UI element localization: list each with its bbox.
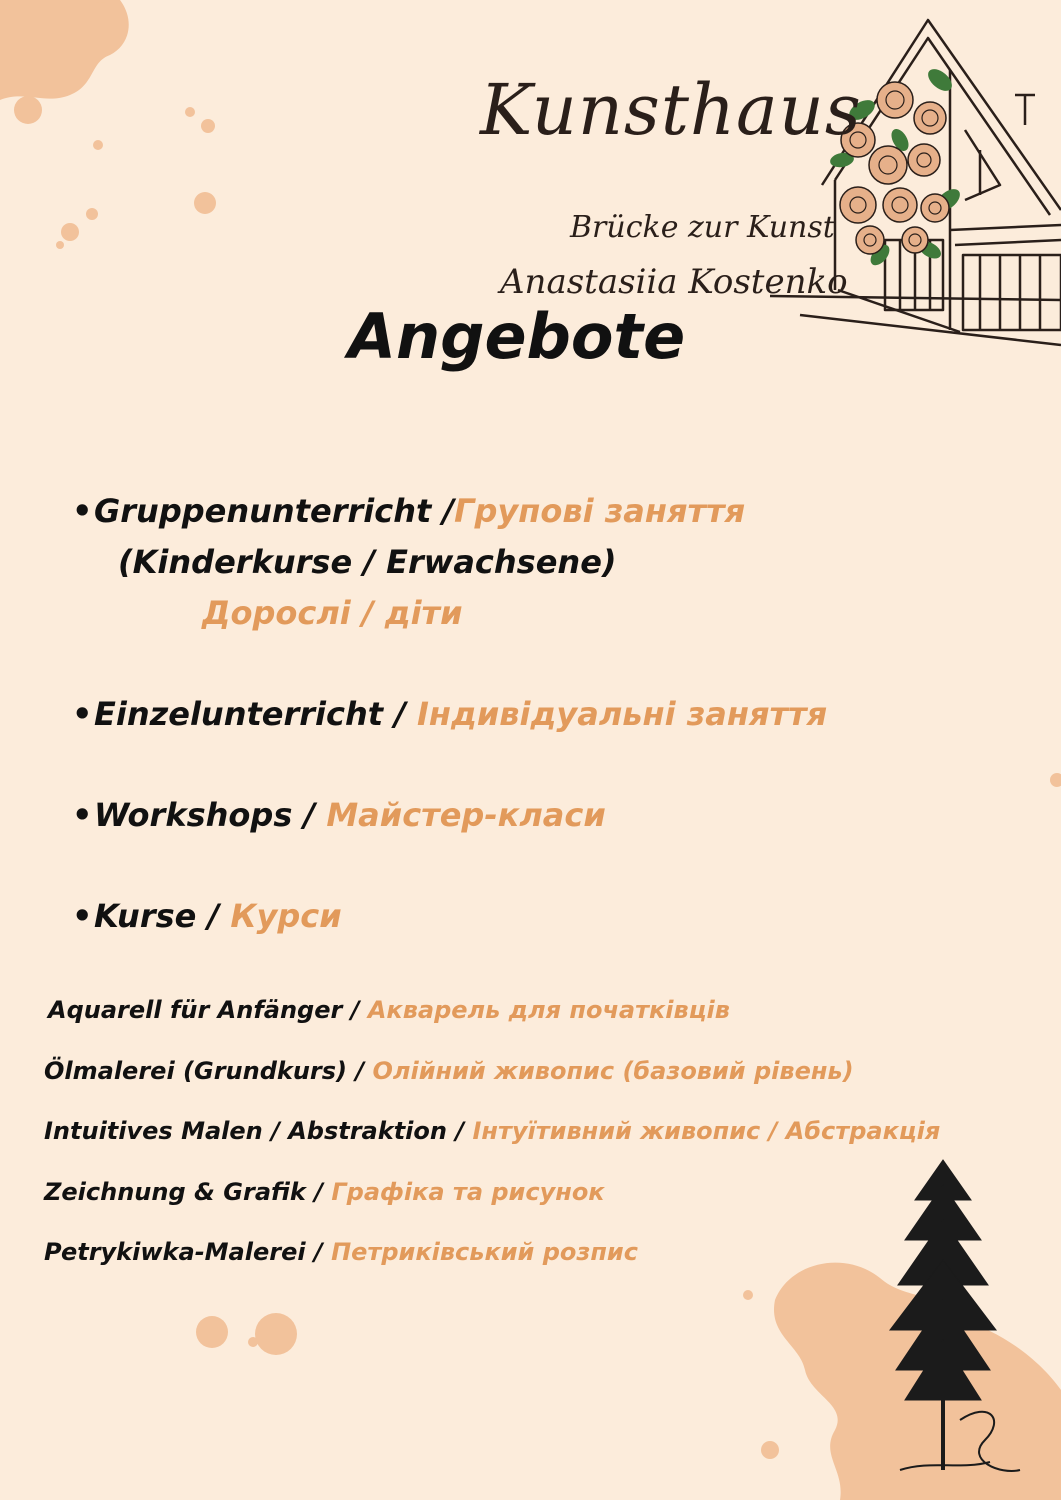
course-label-ua: Графіка та рисунок	[331, 1178, 605, 1206]
offer-label-de: Kurse /	[94, 897, 231, 935]
course-label-ua: Інтуїтивний живопис / Абстракція	[472, 1117, 941, 1145]
course-item	[44, 1238, 638, 1266]
offer-label-de: Workshops /	[94, 796, 327, 834]
bullet: •	[72, 492, 93, 530]
course-item	[44, 1178, 605, 1206]
bullet: •	[72, 897, 93, 935]
course-item	[48, 996, 730, 1024]
brand-subtitle: Brücke zur Kunst	[570, 210, 835, 245]
offer-label-ua: Групові заняття	[454, 492, 746, 530]
course-label-de: Ölmalerei (Grundkurs) /	[44, 1057, 373, 1085]
offer-item-courses	[72, 897, 342, 935]
offer-label-de: Gruppenunterricht /	[94, 492, 455, 530]
offer-item-group	[72, 492, 745, 530]
course-label-ua: Петриківський розпис	[331, 1238, 638, 1266]
page-title: Angebote	[348, 300, 686, 373]
course-item	[44, 1117, 940, 1145]
course-item	[44, 1057, 854, 1085]
bullet: •	[72, 695, 93, 733]
brand-title: Kunsthaus	[480, 69, 862, 151]
course-label-ua: Олійний живопис (базовий рівень)	[372, 1057, 854, 1085]
offer-label-ua: Майстер-класи	[326, 796, 606, 834]
offer-item-individual	[72, 695, 827, 733]
course-label-ua: Акварель для початківців	[367, 996, 730, 1024]
brand-owner: Anastasiia Kostenko	[500, 262, 848, 302]
group-details-de: (Kinderkurse / Erwachsene)	[118, 543, 617, 581]
course-label-de: Petrykiwka-Malerei /	[44, 1238, 332, 1266]
offer-label-ua: Курси	[230, 897, 342, 935]
course-label-de: Intuitives Malen / Abstraktion /	[44, 1117, 473, 1145]
offer-item-workshops	[72, 796, 606, 834]
course-label-de: Aquarell für Anfänger /	[48, 996, 368, 1024]
bullet: •	[72, 796, 93, 834]
course-label-de: Zeichnung & Grafik /	[44, 1178, 332, 1206]
offer-label-ua: Індивідуальні заняття	[417, 695, 828, 733]
offer-label-de: Einzelunterricht /	[94, 695, 418, 733]
group-details-ua: Дорослі / діти	[202, 594, 463, 632]
